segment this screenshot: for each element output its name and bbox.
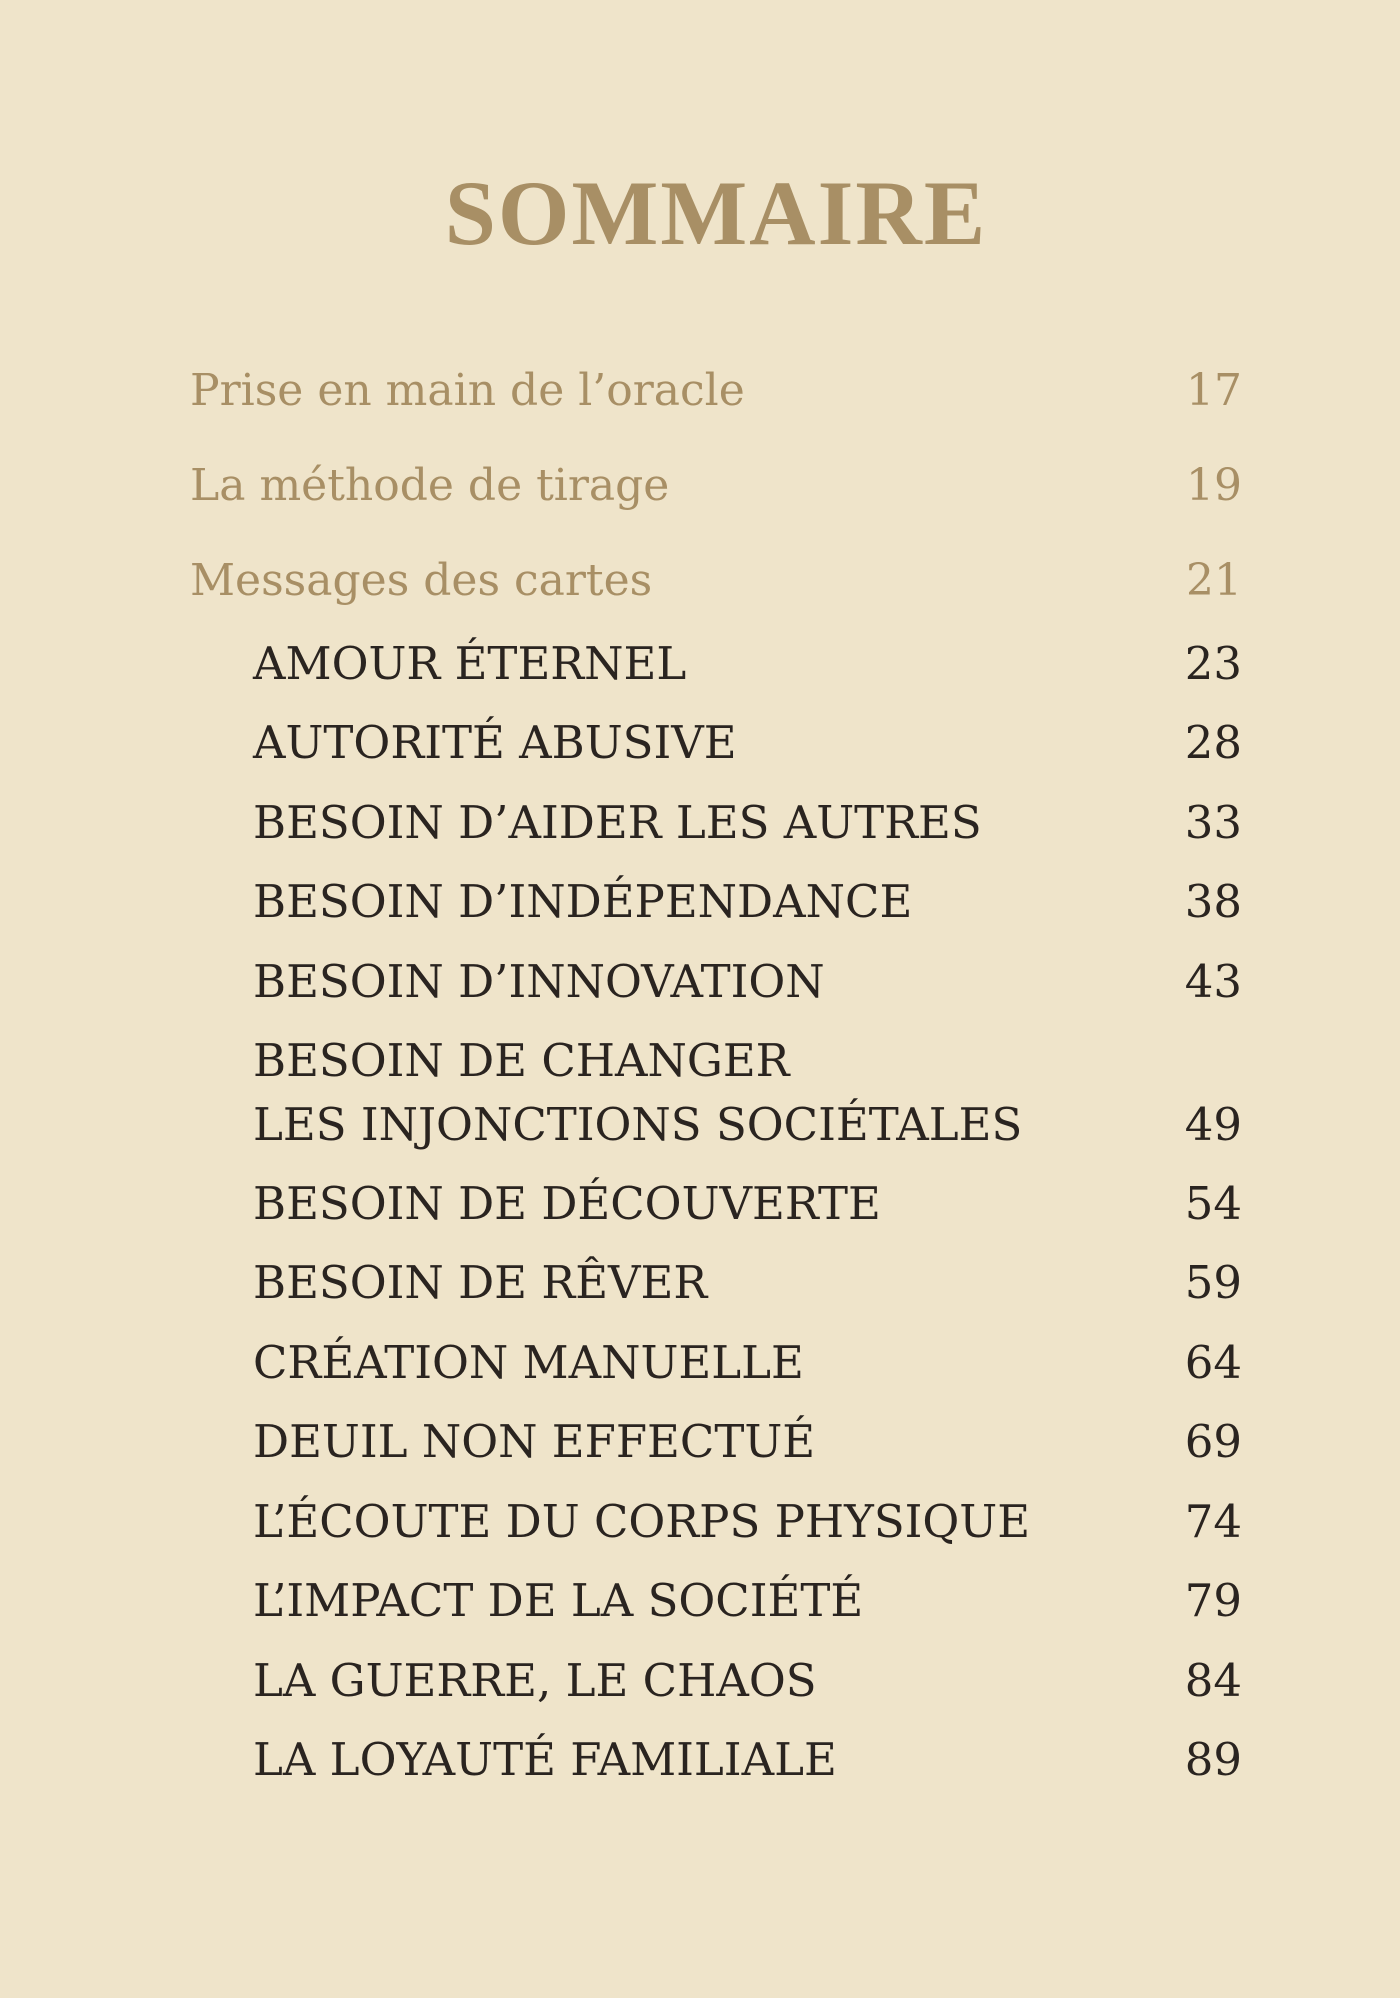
toc-entry-label: BESOIN DE CHANGER LES INJONCTIONS SOCIÉTALES	[253, 1034, 1023, 1151]
toc-card-entry[interactable]	[190, 1410, 1242, 1474]
toc-entry-label: CRÉATION MANUELLE	[253, 1336, 804, 1389]
toc-entry-page-number: 89	[1184, 1733, 1242, 1786]
toc-card-entry[interactable]	[190, 1029, 1242, 1157]
toc-entry-page-number: 79	[1184, 1574, 1242, 1627]
toc-entry-page-number: 69	[1184, 1415, 1242, 1468]
page-title: SOMMAIRE	[444, 162, 988, 264]
toc-card-entry[interactable]	[190, 1251, 1242, 1315]
toc-entry-label: AUTORITÉ ABUSIVE	[253, 716, 737, 769]
toc-entry-label: L’IMPACT DE LA SOCIÉTÉ	[253, 1574, 864, 1627]
toc-entry-label: LA LOYAUTÉ FAMILIALE	[253, 1733, 837, 1786]
toc-entry-label: LA GUERRE, LE CHAOS	[253, 1654, 817, 1707]
toc-entry-page-number: 59	[1184, 1256, 1242, 1309]
toc-card-entry[interactable]	[190, 1490, 1242, 1554]
toc-entry-page-number: 28	[1184, 716, 1242, 769]
toc-entry-label: BESOIN D’AIDER LES AUTRES	[253, 796, 982, 849]
toc-entry-label: L’ÉCOUTE DU CORPS PHYSIQUE	[253, 1495, 1031, 1548]
toc-entry-page-number: 17	[1186, 365, 1242, 416]
toc-entry-label: BESOIN D’INDÉPENDANCE	[253, 875, 913, 928]
toc-entry-page-number: 23	[1184, 637, 1242, 690]
toc-card-entry[interactable]	[190, 1331, 1242, 1395]
toc-entry-page-number: 21	[1186, 555, 1242, 606]
toc-list	[190, 0, 1242, 1998]
toc-card-entry[interactable]	[190, 1569, 1242, 1633]
toc-entry-label: Messages des cartes	[190, 555, 653, 606]
toc-entry-page-number: 54	[1184, 1177, 1242, 1230]
toc-card-entry[interactable]	[190, 950, 1242, 1014]
toc-entry-page-number: 64	[1184, 1336, 1242, 1389]
toc-card-entry[interactable]	[190, 1172, 1242, 1236]
toc-entry-label: BESOIN D’INNOVATION	[253, 955, 825, 1008]
toc-entry-label: DEUIL NON EFFECTUÉ	[253, 1415, 816, 1468]
toc-section-entry[interactable]	[190, 362, 1242, 420]
toc-entry-page-number: 49	[1184, 1098, 1242, 1151]
toc-card-entry[interactable]	[190, 870, 1242, 934]
toc-entry-page-number: 19	[1186, 460, 1242, 511]
toc-entry-label: BESOIN DE DÉCOUVERTE	[253, 1177, 881, 1230]
toc-section-entry[interactable]	[190, 552, 1242, 610]
toc-section-entry[interactable]	[190, 457, 1242, 515]
toc-card-entry[interactable]	[190, 632, 1242, 696]
toc-entry-page-number: 74	[1184, 1495, 1242, 1548]
toc-entry-page-number: 33	[1184, 796, 1242, 849]
toc-entry-page-number: 43	[1184, 955, 1242, 1008]
toc-card-entry[interactable]	[190, 791, 1242, 855]
toc-entry-label: Prise en main de l’oracle	[190, 365, 745, 416]
toc-card-entry[interactable]	[190, 1728, 1242, 1792]
toc-card-entry[interactable]	[190, 1649, 1242, 1713]
toc-entry-label: BESOIN DE RÊVER	[253, 1256, 708, 1309]
toc-card-entry[interactable]	[190, 711, 1242, 775]
toc-entry-page-number: 84	[1184, 1654, 1242, 1707]
toc-entry-label: AMOUR ÉTERNEL	[253, 637, 687, 690]
toc-entry-page-number: 38	[1184, 875, 1242, 928]
toc-entry-label: La méthode de tirage	[190, 460, 670, 511]
